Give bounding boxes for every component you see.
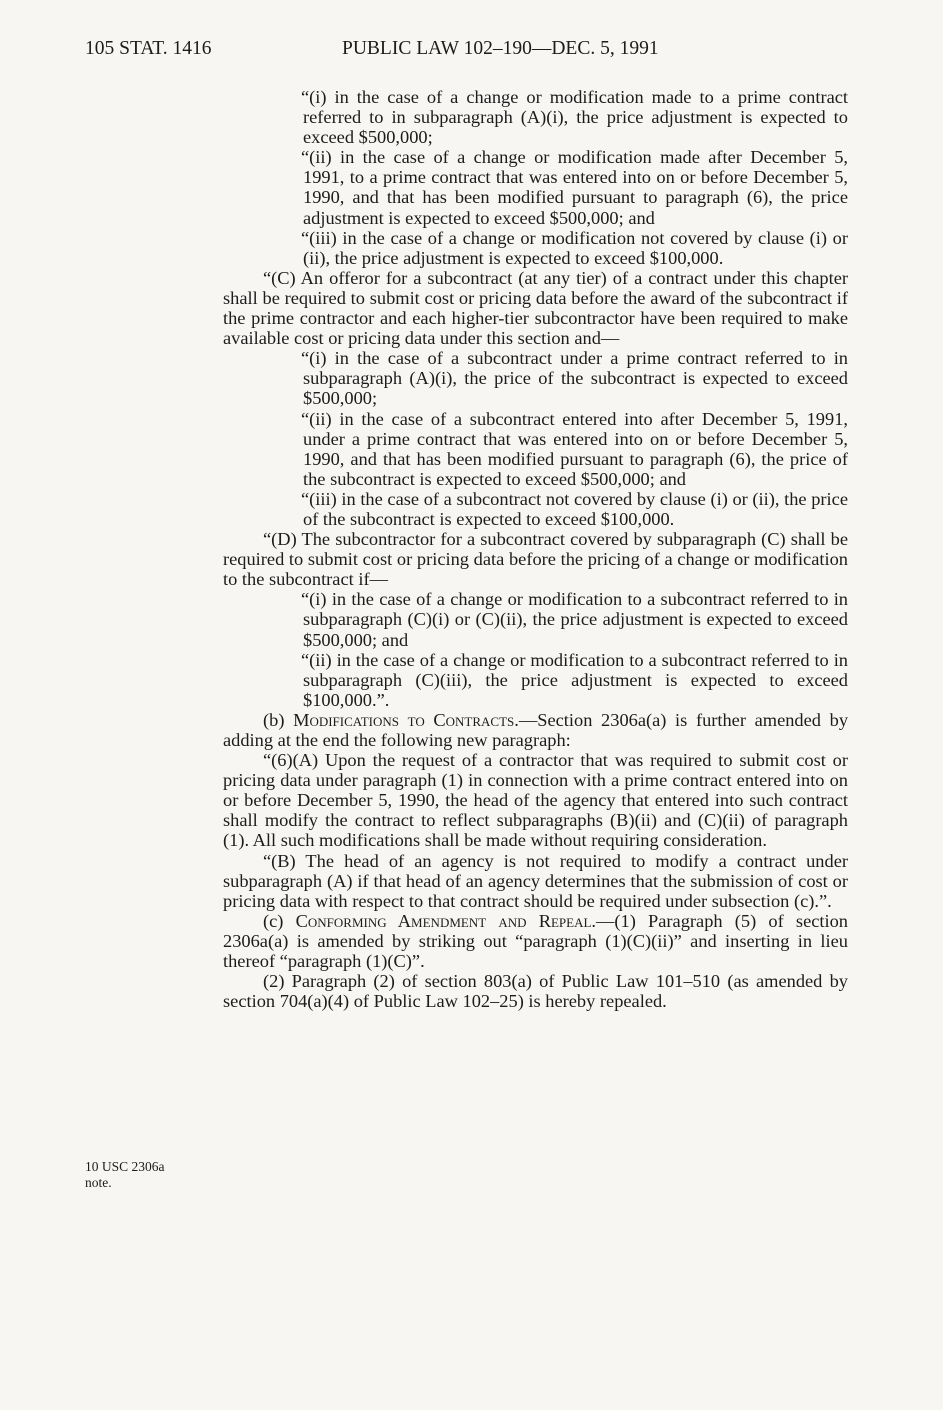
page-header-stat: 105 STAT. 1416 xyxy=(85,38,212,59)
section-c-paragraph-2: (2) Paragraph (2) of section 803(a) of Public Law 101–510 (as amended by section 704(a)(4) of Public Law 102–25) is hereby repealed. xyxy=(223,971,848,1012)
clause-d-i: “(i) in the case of a change or modification to a subcontract referred to in subparagraph (C)(i) or (C)(ii), the price adjustment is expected to exceed $500,000; and xyxy=(301,589,848,650)
section-c xyxy=(223,911,848,971)
section-b-marker: (b) xyxy=(263,709,294,730)
paragraph-6b: “(B) The head of an agency is not required to modify a contract under subparagraph (A) if that head of an agency determines that the submission of cost or pricing data with respect to that contract should be required under subsection (c).”. xyxy=(223,850,848,911)
paragraph-6a: “(6)(A) Upon the request of a contractor that was required to submit cost or pricing data under paragraph (1) in connection with a prime contract entered into on or before December 5, 1990, the head of the agency that entered into such contract shall modify the contract to reflect subparagraphs (B)(ii) and (C)(ii) of paragraph (1). All such modifications shall be made without requiring consideration. xyxy=(223,750,848,851)
clause-a-iii: “(iii) in the case of a change or modification not covered by clause (i) or (ii), the price adjustment is expected to exceed $100,000. xyxy=(301,227,848,268)
body-text xyxy=(223,87,848,1011)
clause-a-i: “(i) in the case of a change or modification made to a prime contract referred to in subparagraph (A)(i), the price adjustment is expected to exceed $500,000; xyxy=(301,87,848,148)
subparagraph-c: “(C) An offeror for a subcontract (at any tier) of a contract under this chapter shall be required to submit cost or pricing data before the award of the subcontract if the prime contractor and each higher-tier subcontractor have been required to make available cost or pricing data under this section and— xyxy=(223,267,848,349)
clause-c-i: “(i) in the case of a subcontract under a prime contract referred to in subparagraph (A)(i), the price of the subcontract is expected to exceed $500,000; xyxy=(301,348,848,409)
margin-note xyxy=(85,1159,165,1191)
section-c-text: —(1) Paragraph (5) of section 2306a(a) is amended by striking out “paragraph (1)(C)(ii)” and inserting in lieu thereof “paragraph (1)(C)”. xyxy=(223,910,848,972)
section-b-text: —Section 2306a(a) is further amended by adding at the end the following new paragraph: xyxy=(223,709,849,750)
margin-note-label: note. xyxy=(85,1175,112,1190)
clause-a-ii: “(ii) in the case of a change or modification made after December 5, 1991, to a prime contract that was entered into on or before December 5, 1990, and that has been modified pursuant to paragraph (6), the price adjustment is expected to exceed $500,000; and xyxy=(301,147,848,228)
clause-c-ii: “(ii) in the case of a subcontract entered into after December 5, 1991, under a prime contract that was entered into on or before December 5, 1990, and that has been modified pursuant to paragraph (6), the price of the subcontract is expected to exceed $500,000; and xyxy=(301,408,848,489)
page-header-title: PUBLIC LAW 102–190—DEC. 5, 1991 xyxy=(342,38,659,59)
section-b-heading: Modifications to Contracts. xyxy=(293,709,519,730)
clause-d-ii: “(ii) in the case of a change or modification to a subcontract referred to in subparagraph (C)(iii), the price adjustment is expected to exceed $100,000.”. xyxy=(301,649,848,710)
section-c-marker: (c) xyxy=(263,910,296,931)
clause-c-iii: “(iii) in the case of a subcontract not covered by clause (i) or (ii), the price of the subcontract is expected to exceed $100,000. xyxy=(301,488,848,529)
section-c-heading: Conforming Amendment and Repeal. xyxy=(295,910,597,931)
subparagraph-d: “(D) The subcontractor for a subcontract covered by subparagraph (C) shall be required to submit cost or pricing data before the pricing of a change or modification to the subcontract if— xyxy=(223,529,848,590)
margin-note-citation: 10 USC 2306a xyxy=(85,1159,165,1174)
section-b xyxy=(223,710,848,750)
